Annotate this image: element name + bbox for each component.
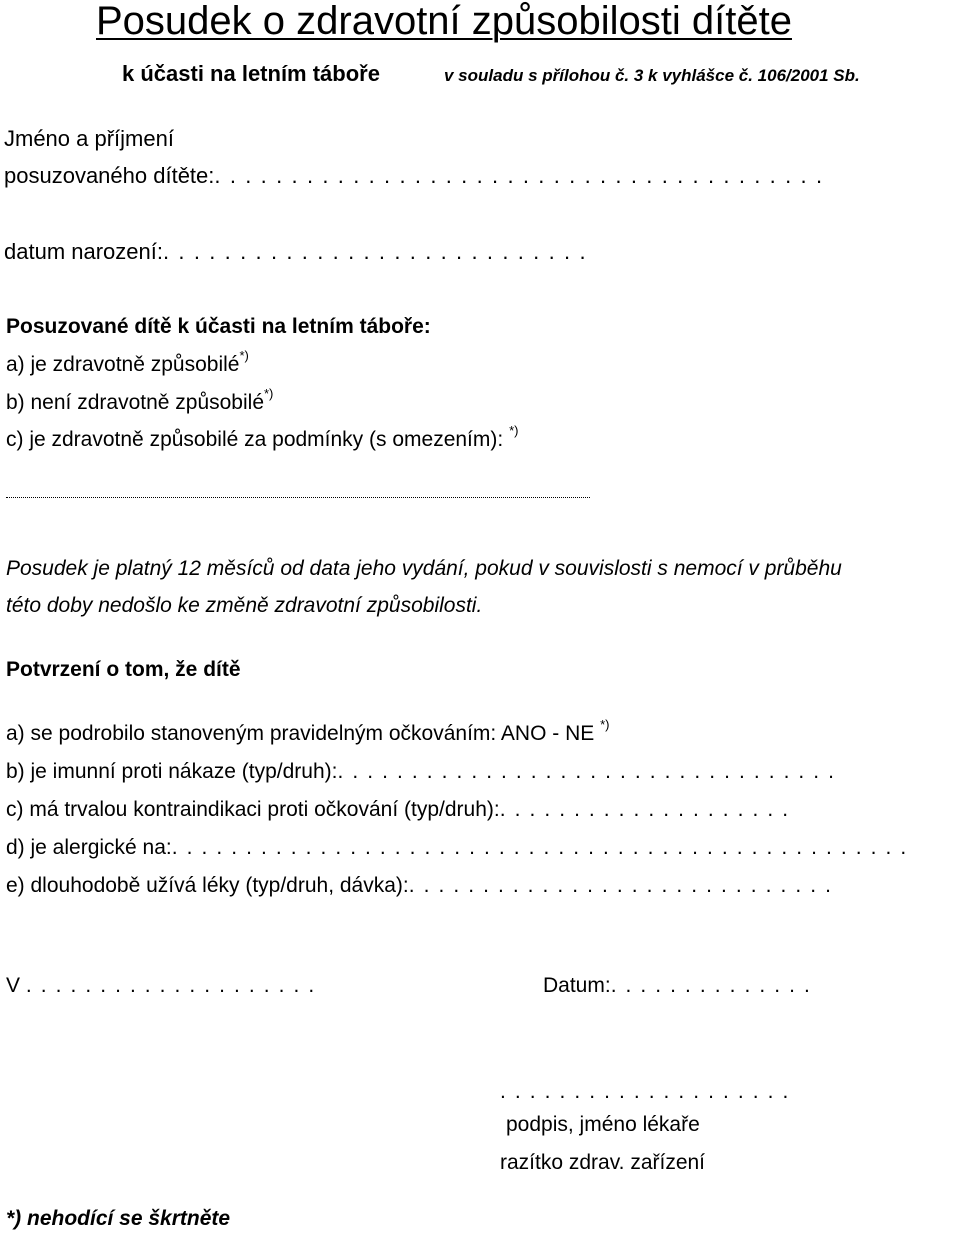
- immunity-field: [6, 758, 836, 786]
- footnote-marker: *): [509, 423, 519, 438]
- option-a-fit: [6, 348, 249, 379]
- vaccination-text: a) se podrobilo stanoveným pravidelným očkováním: ANO - NE: [6, 722, 595, 745]
- validity-text-line2: této doby nedošlo ke změně zdravotní způsobilosti.: [6, 594, 483, 617]
- document-subtitle: k účasti na letním táboře: [122, 61, 380, 86]
- date-dots: . . . . . . . . . . . . . .: [610, 974, 812, 997]
- birth-date-label: datum narození:: [4, 239, 163, 264]
- place-dots: . . . . . . . . . . . . . . . . . . . .: [25, 974, 316, 997]
- option-c-text: c) je zdravotně způsobilé za podmínky (s omezením):: [6, 428, 504, 451]
- child-name-label: Jméno a příjmení: [4, 126, 174, 151]
- child-name-dots: . . . . . . . . . . . . . . . . . . . . . . . . . . . . . . . . . . . . . . . .: [214, 163, 824, 188]
- immunity-dots: . . . . . . . . . . . . . . . . . . . . . . . . . . . . . . . . . .: [337, 760, 836, 783]
- document-title: Posudek o zdravotní způsobilosti dítěte: [96, 0, 792, 43]
- option-c-conditional: [6, 423, 519, 454]
- footnote-text: *) nehodící se škrtněte: [6, 1207, 231, 1230]
- signature-dots: . . . . . . . . . . . . . . . . . . . .: [500, 1080, 790, 1103]
- footnote-marker: *): [239, 348, 249, 363]
- validity-text-line1: Posudek je platný 12 měsíců od data jeho vydání, pokud v souvislosti s nemocí v průběhu: [6, 557, 842, 580]
- vaccination-field: [6, 717, 610, 748]
- allergy-label: d) je alergické na:: [6, 836, 172, 859]
- signature-label: podpis, jméno lékaře: [506, 1113, 700, 1136]
- birth-date-field: [4, 238, 587, 266]
- legal-reference: v souladu s přílohou č. 3 k vyhlášce č. 106/2001 Sb.: [444, 66, 860, 85]
- option-b-text: b) není zdravotně způsobilé: [6, 391, 264, 414]
- assessment-heading: Posuzované dítě k účasti na letním táboře:: [6, 315, 431, 338]
- date-label: Datum:: [543, 974, 611, 997]
- confirmation-heading: Potvrzení o tom, že dítě: [6, 658, 241, 681]
- birth-date-dots: . . . . . . . . . . . . . . . . . . . . . . . . . . . .: [162, 239, 588, 264]
- contraindication-field: [6, 796, 790, 824]
- conditions-dotted-line: [6, 497, 590, 498]
- allergy-field: [6, 834, 908, 862]
- option-b-unfit: [6, 386, 274, 417]
- date-field: [543, 972, 811, 1000]
- child-name-field: [4, 162, 824, 190]
- child-name-label-line2: posuzovaného dítěte:: [4, 163, 215, 188]
- footnote-marker: *): [264, 386, 274, 401]
- option-a-text: a) je zdravotně způsobilé: [6, 353, 240, 376]
- contraindication-dots: . . . . . . . . . . . . . . . . . . . .: [499, 798, 790, 821]
- allergy-dots: . . . . . . . . . . . . . . . . . . . . . . . . . . . . . . . . . . . . . . . . . . . . . . . . . .: [171, 836, 908, 859]
- place-field: [6, 972, 316, 1000]
- contraindication-label: c) má trvalou kontraindikaci proti očkování (typ/druh):: [6, 798, 500, 821]
- footnote-marker: *): [600, 717, 610, 732]
- stamp-label: razítko zdrav. zařízení: [500, 1151, 706, 1174]
- medication-label: e) dlouhodobě užívá léky (typ/druh, dávka):: [6, 874, 409, 897]
- medication-field: [6, 872, 833, 900]
- immunity-label: b) je imunní proti nákaze (typ/druh):: [6, 760, 338, 783]
- place-label: V: [6, 974, 21, 997]
- medication-dots: . . . . . . . . . . . . . . . . . . . . . . . . . . . . .: [408, 874, 833, 897]
